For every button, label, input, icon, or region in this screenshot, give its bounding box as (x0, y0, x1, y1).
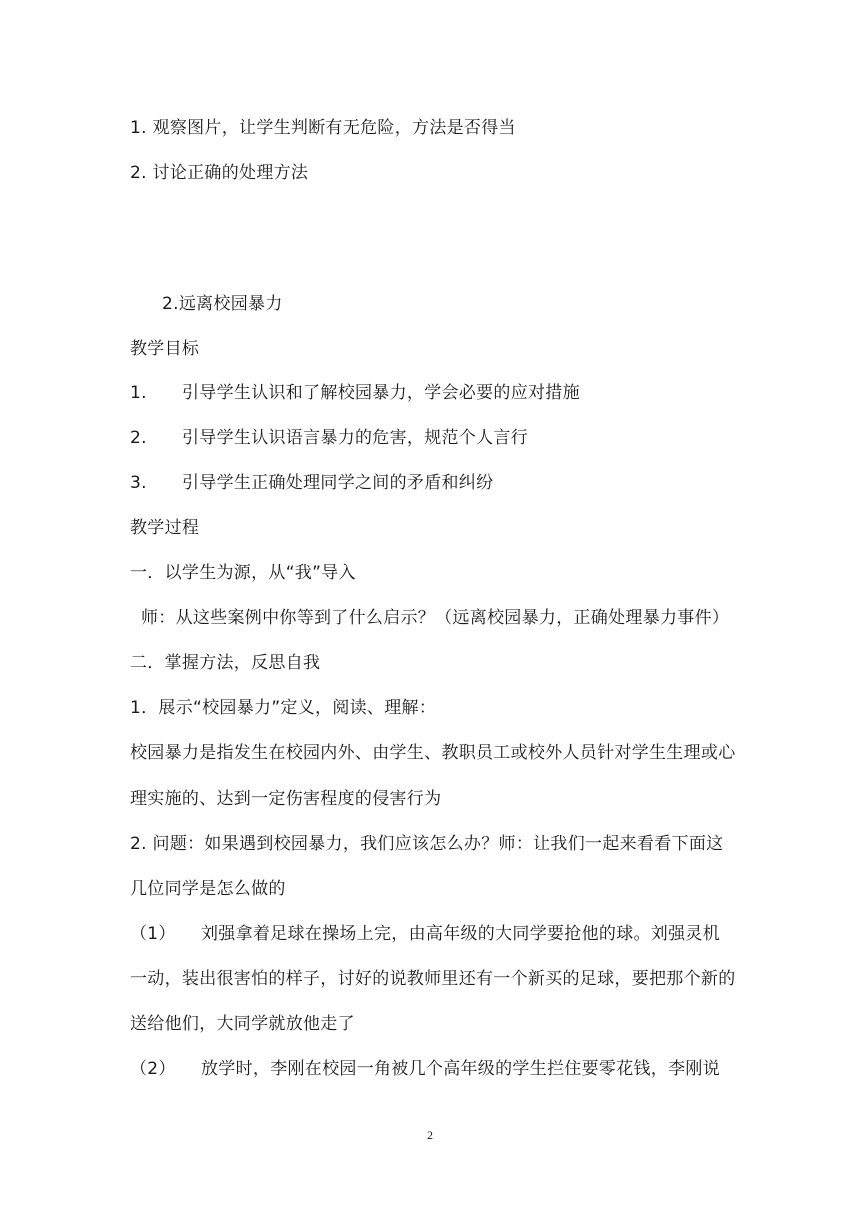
page-number: 2 (427, 1128, 433, 1142)
subheading: 教学过程 (130, 518, 200, 538)
text-line: 2. 讨论正确的处理方法 (130, 163, 309, 183)
case-number: （1） (130, 924, 176, 944)
case-text: 放学时，李刚在校园一角被几个高年级的学生拦住要零花钱，李刚说 (201, 1059, 720, 1079)
text-line: 一动，装出很害怕的样子，讨好的说教师里还有一个新买的足球，要把那个新的 (130, 969, 736, 989)
text-line: 2. 问题：如果遇到校园暴力，我们应该怎么办？师：让我们一起来看看下面这 (130, 834, 724, 854)
text-line: 送给他们，大同学就放他走了 (130, 1014, 355, 1034)
text-line: 师：从这些案例中你等到了什么启示？（远离校园暴力，正确处理暴力事件） (141, 608, 730, 628)
list-number: 3. (130, 473, 147, 493)
text-line: 二．掌握方法，反思自我 (130, 653, 321, 673)
case-number: （2） (130, 1059, 176, 1079)
list-number: 2. (130, 428, 147, 448)
list-text: 引导学生正确处理同学之间的矛盾和纠纷 (182, 473, 494, 493)
text-line: 1．展示“校园暴力”定义，阅读、理解： (130, 698, 437, 718)
text-line: 理实施的、达到一定伤害程度的侵害行为 (130, 789, 442, 809)
list-text: 引导学生认识和了解校园暴力，学会必要的应对措施 (182, 383, 580, 403)
text-line: 1. 观察图片，让学生判断有无危险，方法是否得当 (130, 118, 516, 138)
case-item (130, 923, 720, 945)
section-heading: 2.远离校园暴力 (162, 294, 283, 314)
list-item (130, 472, 493, 494)
text-line: 校园暴力是指发生在校园内外、由学生、教职员工或校外人员针对学生生理或心 (130, 743, 736, 763)
list-item (130, 382, 580, 404)
text-line: 几位同学是怎么做的 (130, 879, 286, 899)
list-text: 引导学生认识语言暴力的危害，规范个人言行 (182, 428, 528, 448)
subheading: 教学目标 (130, 339, 200, 359)
case-text: 刘强拿着足球在操场上完，由高年级的大同学要抢他的球。刘强灵机 (201, 924, 720, 944)
list-number: 1. (130, 383, 147, 403)
list-item (130, 427, 528, 449)
text-line: 一．以学生为源，从“我”导入 (130, 563, 356, 583)
case-item (130, 1058, 720, 1080)
